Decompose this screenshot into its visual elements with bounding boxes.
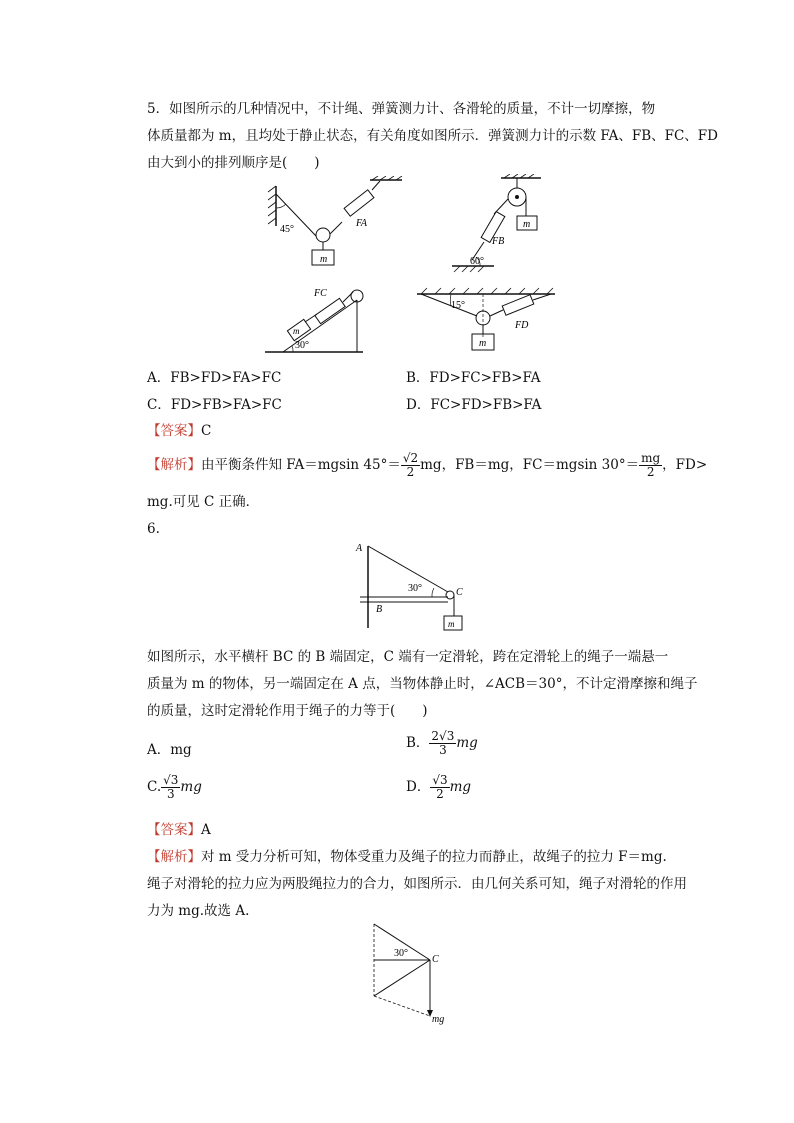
q5-frac2-denominator: 2 [646, 465, 655, 479]
q6-optC-fraction [161, 774, 180, 801]
q6-optB-suffix: mg [456, 735, 478, 751]
q5a-force-label: FA [356, 218, 367, 229]
q6-answer-value: A [201, 822, 211, 838]
q6-optD-prefix: D． [406, 779, 431, 795]
q6-fig2-angle-label: 30° [394, 948, 408, 959]
q6-force-diagram [356, 918, 466, 1028]
q5c-force-label: FC [314, 288, 327, 299]
q5-answer-tag: 【答案】 [147, 423, 201, 439]
q5-option-d[interactable]: D．FC>FD>FB>FA [406, 397, 542, 413]
q6-optB-denominator: 3 [439, 743, 447, 757]
q6-optB-prefix: B． [406, 735, 430, 751]
q6-optD-suffix: mg [449, 779, 472, 795]
q6-fig2-point-c: C [432, 954, 439, 965]
q5-stem-line3: 由大到小的排列顺序是( ) [147, 155, 320, 171]
q6-answer [147, 818, 211, 838]
q6-number: 6. [147, 521, 160, 537]
q6-stem-line2: 质量为 m 的物体，另一端固定在 A 点，当物体静止时，∠ACB＝30°，不计定滑摩擦和绳子 [147, 676, 698, 692]
q5-figure-c [263, 284, 373, 356]
q6-optD-numerator: √3 [432, 773, 448, 787]
q5c-mass-label: m [293, 326, 300, 336]
q6-analysis-tag: 【解析】 [147, 849, 201, 865]
q5-frac1-denominator: 2 [406, 465, 415, 479]
q5b-force-label: FB [492, 236, 505, 247]
q5c-angle-label: 30° [295, 340, 309, 351]
q5-frac1-numerator: √2 [402, 451, 419, 465]
q6-figure [352, 540, 472, 636]
q6-optC-denominator: 3 [166, 787, 175, 801]
q5b-angle-label: 60° [470, 256, 484, 267]
q6-fig2-mg-label: mg [432, 1014, 445, 1025]
q6-answer-tag: 【答案】 [147, 822, 201, 838]
q6-point-c-label: C [456, 587, 463, 598]
q5-analysis-part-b: mg，FB＝mg，FC＝mgsin 30°＝ [420, 457, 640, 473]
q5-figure-a [262, 176, 412, 272]
q5-option-c[interactable]: C．FD>FB>FA>FC [147, 397, 282, 413]
q6-mass-label: m [448, 619, 455, 629]
q6-analysis-line3: 力为 mg.故选 A. [147, 903, 250, 919]
q6-stem-line3: 的质量，这时定滑轮作用于绳子的力等于( ) [147, 703, 428, 719]
q6-optB-fraction [429, 730, 456, 757]
q5b-mass-label: m [523, 219, 531, 230]
q5d-mass-label: m [479, 338, 487, 349]
q6-analysis-text1: 对 m 受力分析可知，物体受重力及绳子的拉力而静止，故绳子的拉力 F＝mg. [201, 849, 667, 865]
q5-answer [147, 419, 211, 439]
q6-optB-numerator: 2√3 [431, 729, 455, 743]
q6-optC-numerator: √3 [163, 773, 179, 787]
q5a-mass-label: m [320, 254, 328, 265]
q5-option-a[interactable]: A．FB>FD>FA>FC [147, 370, 282, 386]
q5-figure-d [415, 286, 560, 356]
q5-option-b[interactable]: B．FD>FC>FB>FA [406, 370, 541, 386]
q6-stem-line1: 如图所示，水平横杆 BC 的 B 端固定，C 端有一定滑轮，跨在定滑轮上的绳子一端悬一 [147, 649, 669, 665]
q5-stem-line1: 5．如图所示的几种情况中，不计绳、弹簧测力计、各滑轮的质量，不计一切摩擦，物 [147, 101, 656, 117]
q5d-force-label: FD [515, 320, 529, 331]
q6-option-b[interactable] [406, 730, 478, 757]
q5d-angle-label: 15° [451, 300, 465, 311]
q6-analysis-line1 [147, 845, 667, 865]
q5-frac2-numerator: mg [641, 451, 661, 465]
q6-optD-denominator: 2 [436, 787, 444, 801]
q5-analysis-line1 [147, 452, 707, 479]
q6-analysis-line2: 绳子对滑轮的拉力应为两股绳拉力的合力，如图所示．由几何关系可知，绳子对滑轮的作用 [147, 876, 687, 892]
q6-optC-prefix: C. [147, 779, 162, 795]
q6-angle-label: 30° [408, 583, 422, 594]
q6-optC-suffix: mg [180, 779, 202, 795]
q5a-angle-label: 45° [280, 224, 294, 235]
q6-point-a-label: A [356, 543, 363, 554]
q5-analysis-fraction-1 [401, 452, 420, 479]
q5-analysis-tag: 【解析】 [147, 457, 201, 473]
q5-analysis-fraction-2 [639, 452, 662, 479]
q5-analysis-part-a: 由平衡条件知 FA＝mgsin 45°＝ [201, 457, 401, 473]
q6-option-c[interactable] [147, 774, 202, 801]
q6-option-a[interactable]: A．mg [147, 742, 192, 758]
q6-optD-fraction [430, 774, 449, 801]
q6-option-d[interactable] [406, 774, 471, 801]
q5-analysis-line2: mg.可见 C 正确． [147, 494, 260, 510]
q5-stem-line2: 体质量都为 m，且均处于静止状态，有关角度如图所示．弹簧测力计的示数 FA、FB、FC、FD [147, 128, 719, 144]
q5-answer-value: C [201, 423, 212, 439]
q6-point-b-label: B [376, 604, 383, 615]
q5-figure-b [446, 174, 566, 274]
q5-analysis-part-c: ，FD> [662, 457, 708, 473]
